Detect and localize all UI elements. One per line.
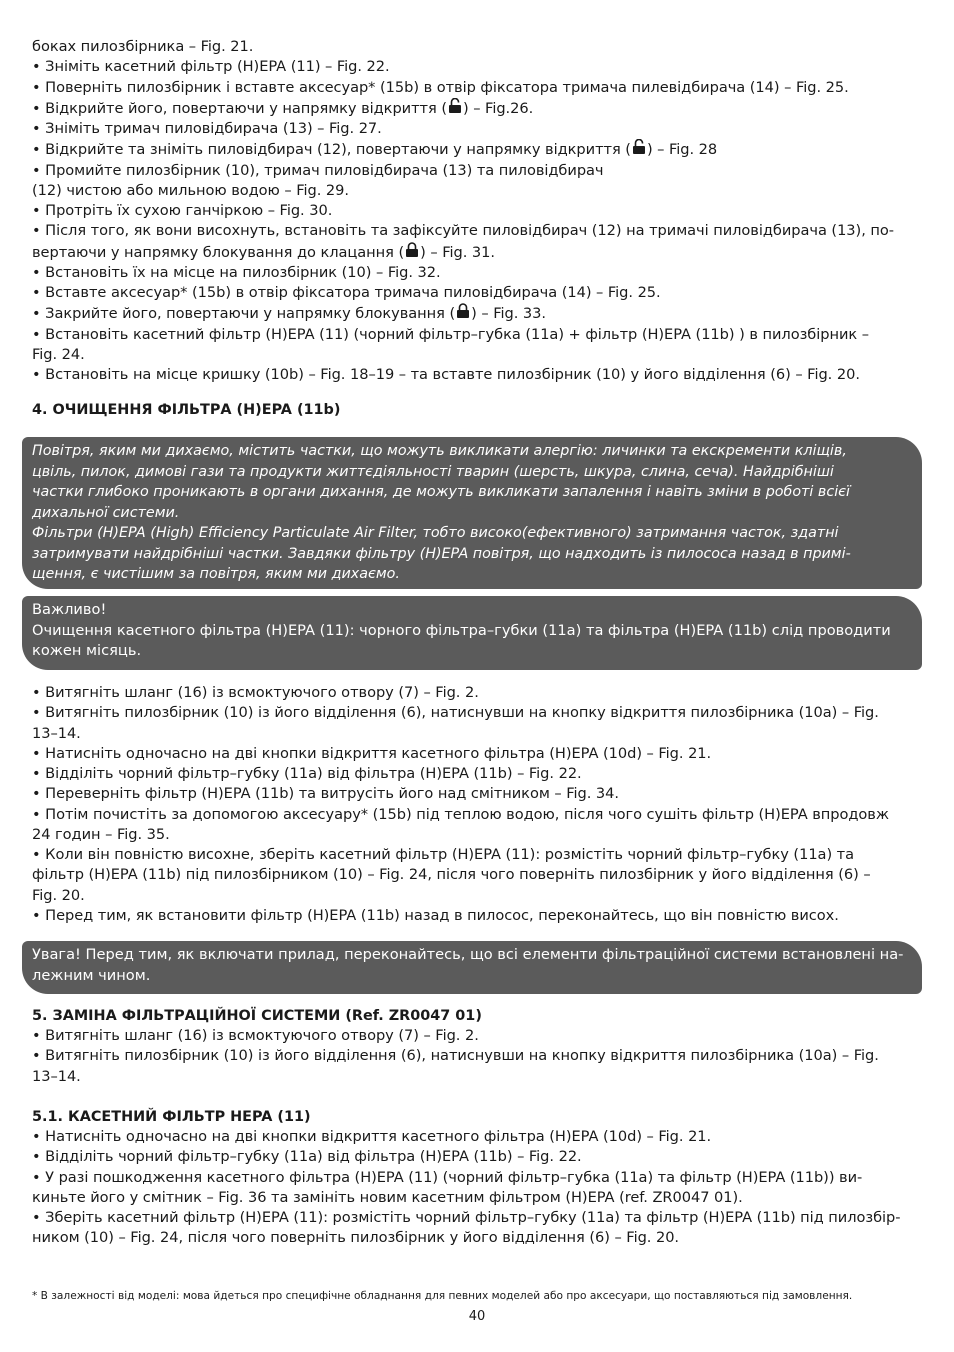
instruction-line-text: • Закрийте його, повертаючи у напрямку блокування ( <box>32 305 456 323</box>
instruction-line: • Витягніть шланг (16) із всмоктуючого отвору (7) – Fig. 2. <box>32 684 479 701</box>
heading-section-4: 4. ОЧИЩЕННЯ ФІЛЬТРА (H)EPA (11b) <box>32 402 341 418</box>
important-box <box>22 596 922 670</box>
section-5-steps <box>32 1026 922 1087</box>
instruction-line: • Вставте аксесуар* (15b) в отвір фіксатора тримача пиловідбирача (14) – Fig. 25. <box>32 284 661 301</box>
instruction-line: • Поверніть пилозбірник і вставте аксесуар* (15b) в отвір фіксатора тримача пилевідбирача (14) – Fig. 25. <box>32 78 849 96</box>
instruction-line: 13–14. <box>32 724 81 742</box>
instruction-line <box>32 98 922 119</box>
instruction-line: • У разі пошкодження касетного фільтра (H)EPA (11) (чорний фільтр–губка (11a) та фільтр (H)EPA (11b)) ви- <box>32 1168 863 1186</box>
section-4-steps <box>32 683 922 926</box>
heading-section-5: 5. ЗАМІНА ФІЛЬТРАЦІЙНОЇ СИСТЕМИ (Ref. ZR0047 01) <box>32 1008 482 1024</box>
instruction-line: • Відділіть чорний фільтр–губку (11a) від фільтра (H)EPA (11b) – Fig. 22. <box>32 765 582 782</box>
instruction-line: • Встановіть їх на місце на пилозбірник (10) – Fig. 32. <box>32 263 441 281</box>
lock-icon <box>405 242 419 258</box>
instruction-line: • Натисніть одночасно на дві кнопки відкриття касетного фільтра (H)EPA (10d) – Fig. 21. <box>32 1128 712 1145</box>
instruction-line: • Зніміть касетний фільтр (H)EPA (11) – Fig. 22. <box>32 58 390 76</box>
instruction-line: • Зніміть тримач пиловідбирача (13) – Fig. 27. <box>32 120 382 137</box>
instruction-line: фільтр (H)EPA (11b) під пилозбірником (10) – Fig. 24, після чого поверніть пилозбірник у його відділення (6) – <box>32 866 871 884</box>
instruction-line <box>32 303 922 324</box>
instruction-line: • Після того, як вони висохнуть, встановіть та зафіксуйте пиловідбирач (12) на тримачі пиловідбирача (13), по- <box>32 222 894 240</box>
info-line: щення, є чистішим за повітря, яким ми дихаємо. <box>32 566 400 582</box>
important-line: кожен місяць. <box>32 642 142 659</box>
instruction-line: • Зберіть касетний фільтр (H)EPA (11): розмістіть чорний фільтр–губку (11a) та фільтр (H)EPA (11b) під пилозбір- <box>32 1209 901 1226</box>
info-line: Повітря, яким ми дихаємо, містить частки, що можуть викликати алергію: личинки та екскременти кліщів, <box>32 443 847 459</box>
unlock-icon <box>632 139 646 155</box>
instruction-line-text: ) – Fig.26. <box>462 99 534 117</box>
warning-line: лежним чином. <box>32 966 151 984</box>
instruction-line: • Коли він повністю висохне, зберіть касетний фільтр (H)EPA (11): розмістіть чорний фільтр–губку (11a) та <box>32 846 855 863</box>
instruction-line: • Витягніть пилозбірник (10) із його відділення (6), натиснувши на кнопку відкриття пилозбірника (10a) – Fig. <box>32 704 879 722</box>
important-line: Очищення касетного фільтра (H)EPA (11): чорного фільтра–губки (11a) та фільтра (H)EPA (11b) слід проводити <box>32 621 891 639</box>
warning-line: Увага! Перед тим, як включати прилад, переконайтесь, що всі елементи фільтраційної системи встановлені на- <box>32 946 904 963</box>
instruction-line-text: ) – Fig. 33. <box>471 305 546 323</box>
instruction-line-text: • Відкрийте та зніміть пиловідбирач (12), повертаючи у напрямку відкриття ( <box>32 141 631 159</box>
info-line: затримувати найдрібніші частки. Завдяки фільтру (H)EPA повітря, що надходить із пилососа назад в примі- <box>32 545 851 562</box>
page-number: 40 <box>468 1309 486 1324</box>
instruction-line: (12) чистою або мильною водою – Fig. 29. <box>32 181 349 199</box>
instruction-line: киньте його у смітник – Fig. 36 та замініть новим касетним фільтром (H)EPA (ref. ZR0047 01). <box>32 1188 743 1206</box>
section-5-1-steps <box>32 1127 922 1249</box>
unlock-icon <box>448 98 462 114</box>
instruction-line: • Витягніть пилозбірник (10) із його відділення (6), натиснувши на кнопку відкриття пилозбірника (10a) – Fig. <box>32 1047 879 1065</box>
instruction-line: Fig. 24. <box>32 345 85 363</box>
heading-section-5-1: 5.1. КАСЕТНИЙ ФІЛЬТР HEPA (11) <box>32 1109 311 1125</box>
section-top <box>32 37 922 385</box>
lock-icon <box>456 303 470 319</box>
info-line: дихальної системи. <box>32 504 180 521</box>
warning-box <box>22 941 922 994</box>
info-line: частки глибоко проникають в органи дихання, де можуть викликати запалення і навіть зміни в роботі всієї <box>32 484 851 500</box>
info-box-hepa <box>22 437 922 589</box>
footnote: * В залежності від моделі: мова йдеться про специфічне обладнання для певних моделей або про аксесуари, що поставляються під замовлення. <box>32 1290 853 1302</box>
instruction-line: • Потім почистіть за допомогою аксесуару* (15b) під теплою водою, після чого сушіть фільтр (H)EPA впродовж <box>32 805 889 823</box>
instruction-line: ником (10) – Fig. 24, після чого поверніть пилозбірник у його відділення (6) – Fig. 20. <box>32 1229 680 1247</box>
instruction-line: 24 годин – Fig. 35. <box>32 825 170 843</box>
instruction-line: боках пилозбірника – Fig. 21. <box>32 38 254 55</box>
instruction-line <box>32 242 922 263</box>
instruction-line: • Відділіть чорний фільтр–губку (11a) від фільтра (H)EPA (11b) – Fig. 22. <box>32 1148 582 1166</box>
info-line: цвіль, пилок, димові гази та продукти життєдіяльності тварин (шерсть, шкура, слина, сеча). Найдрібніші <box>32 463 834 480</box>
instruction-line: 13–14. <box>32 1067 81 1085</box>
instruction-line: • Витягніть шланг (16) із всмоктуючого отвору (7) – Fig. 2. <box>32 1027 479 1044</box>
instruction-line: • Протріть їх сухою ганчіркою – Fig. 30. <box>32 202 333 219</box>
instruction-line: • Встановіть касетний фільтр (H)EPA (11) (чорний фільтр–губка (11a) + фільтр (H)EPA (11b) ) в пилозбірник – <box>32 325 869 343</box>
instruction-line-text: вертаючи у напрямку блокування до клацання ( <box>32 243 405 261</box>
instruction-line: • Промийте пилозбірник (10), тримач пиловідбирача (13) та пиловідбирач <box>32 161 604 179</box>
instruction-line: • Встановіть на місце кришку (10b) – Fig. 18–19 – та вставте пилозбірник (10) у його відділення (6) – Fig. 20. <box>32 366 860 383</box>
instruction-line-text: ) – Fig. 28 <box>646 141 718 159</box>
important-line: Важливо! <box>32 601 107 618</box>
instruction-line: • Перед тим, як встановити фільтр (H)EPA (11b) назад в пилосос, переконайтесь, що він повністю висох. <box>32 906 839 924</box>
info-line: Фільтри (H)EPA (High) Efficiency Particulate Air Filter, тобто високо(ефективного) затримання часток, здатні <box>32 525 839 541</box>
instruction-line: • Переверніть фільтр (H)EPA (11b) та витрусіть його над смітником – Fig. 34. <box>32 785 619 803</box>
instruction-line-text: ) – Fig. 31. <box>420 243 495 261</box>
instruction-line: Fig. 20. <box>32 886 85 904</box>
instruction-line <box>32 139 922 160</box>
instruction-line: • Натисніть одночасно на дві кнопки відкриття касетного фільтра (H)EPA (10d) – Fig. 21. <box>32 744 712 762</box>
instruction-line-text: • Відкрийте його, повертаючи у напрямку відкриття ( <box>32 99 447 117</box>
